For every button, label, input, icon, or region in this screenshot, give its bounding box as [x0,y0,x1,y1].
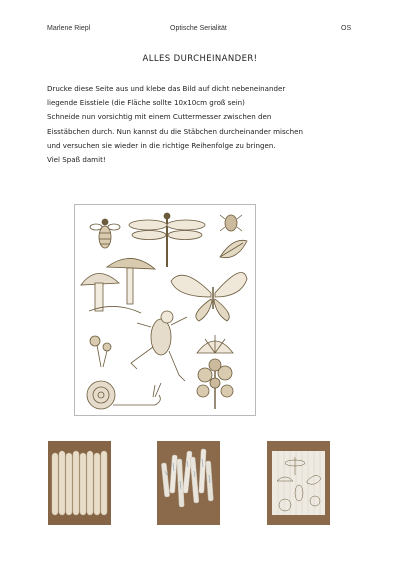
page-title: ALLES DURCHEINANDER! [142,54,258,64]
photo-cut-sticks [157,441,220,525]
bee-icon [90,219,120,248]
header-subject: Optische Serialität [170,25,227,32]
coral-plant-icon [197,359,233,409]
instruction-line: Eisstäbchen durch. Nun kannst du die Stäbchen durcheinander mischen [47,126,303,136]
photo-assembled-picture [267,441,330,525]
instruction-line: Schneide nun vorsichtig mit einem Cuttermesser zwischen den [47,112,272,122]
leaf-icon [220,240,247,257]
flower-icon [90,336,111,367]
photo-blank-sticks [48,441,111,525]
butterfly-icon [171,273,247,321]
frog-icon [131,311,187,381]
mushroom-icon [81,258,155,313]
beetle-icon [220,215,242,231]
dragonfly-icon [129,213,205,267]
instruction-line: Drucke diese Seite aus und klebe das Bild auf dicht nebeneinander [47,84,286,93]
shell-icon [197,335,233,353]
instructions [47,82,357,167]
instruction-line: Viel Spaß damit! [47,155,106,165]
snail-icon [87,381,161,409]
nature-illustration [75,205,255,415]
nature-illustration-sheet [74,204,256,416]
header-class-code: OS [341,25,352,32]
instruction-line: liegende Eisstiele (die Fläche sollte 10x10cm groß sein) [47,98,245,108]
header-author: Marlene Riepl [47,25,91,32]
instruction-line: und versuchen sie wieder in die richtige Reihenfolge zu bringen. [47,140,276,150]
